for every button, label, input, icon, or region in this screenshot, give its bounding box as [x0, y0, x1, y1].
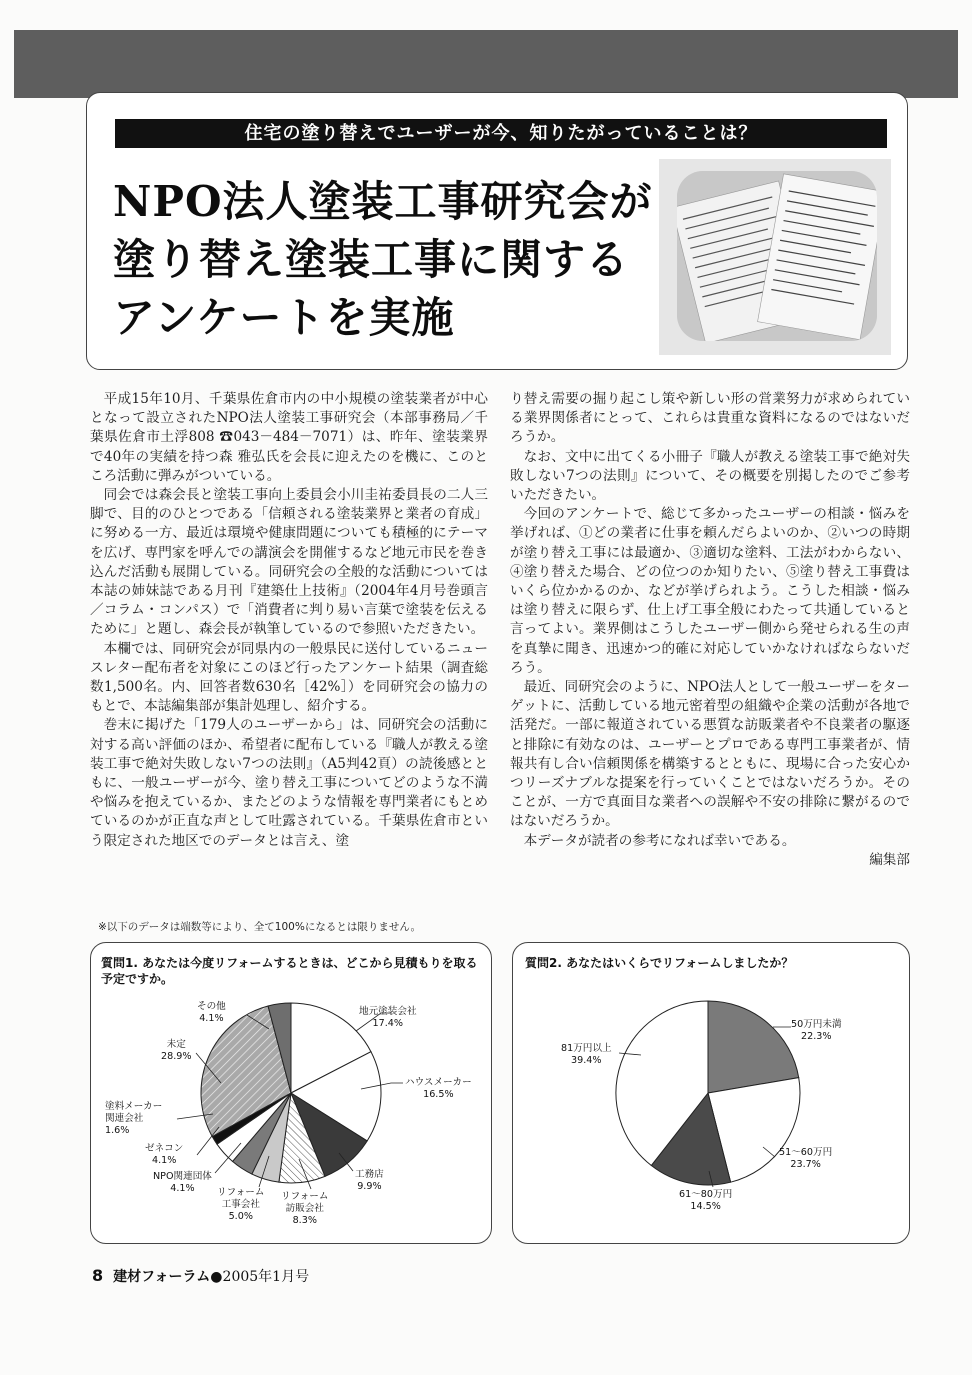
paragraph: 同会では森会長と塗装工事向上委員会小川圭祐委員長の二人三脚で、目的のひとつである「信頼される塗装業界と業者の育成」に努める一方、最近は環境や健康問題についても積極的にテーマを広げ、専門家を呼んでの講演会を開催するなど地元市民を巻き込んだ活動も展開している。同研究会の全般的な活動については本誌の姉妹誌である月刊『建築仕上技術』（2004年4月号巻頭言／コラム・コンパス）で「消費者に判り易い言葉で塗装を伝えるために」と題し、森会長が執筆しているので参照いただきたい。 [90, 487, 488, 638]
article-body-right [510, 390, 910, 870]
q2-label-61-80: 61〜80万円 14.5% [679, 1189, 733, 1212]
paragraph: 最近、同研究会のように、NPO法人として一般ユーザーをターゲットに、活動している地元密着型の組織や企業の活動が各地で活発だ。一部に報道されている悪質な訪販業者や不良業者の駆逐と排除に有効なのは、ユーザーとプロである専門工事業者が、情報共有し合い信頼関係を構築するとともに、現場に合った安心かつリーズナブルな提案を行っていくことではないだろうか。そのことが、一方で真面目な業者への誤解や不安の排除に繋がるのではないだろうか。 [510, 679, 910, 830]
paragraph: 本欄では、同研究会が同県内の一般県民に送付しているニュースレター配布者を対象にこのほど行ったアンケート結果（調査総数1,500名。内、回答者数630名［42%］）を同研究会の協力のもとで、本誌編集部が集計処理し、紹介する。 [90, 640, 488, 715]
chart-q2 [512, 942, 910, 1244]
chart-q1-title: 質問1. あなたは今度リフォームするときは、どこから見積もりを取る予定ですか。 [101, 956, 478, 986]
q1-label-npo: NPO関連団体 4.1% [153, 1171, 212, 1194]
header-box [86, 92, 908, 370]
q2-label-51-60: 51〜60万円 23.7% [779, 1147, 833, 1170]
paragraph: り替え需要の掘り起こし策や新しい形の営業努力が求められている業界関係者にとって、これらは貴重な資料になるのではないだろうか。 [510, 391, 910, 446]
signoff: 編集部 [869, 851, 910, 868]
q1-label-contractor: 工務店 9.9% [355, 1169, 384, 1192]
q1-label-undecided: 未定 28.9% [161, 1039, 192, 1062]
data-note: ※以下のデータは端数等により、全て100%になるとは限りません。 [98, 921, 421, 933]
chart-q1 [90, 942, 492, 1244]
paragraph: 平成15年10月、千葉県佐倉市内の中小規模の塗装業者が中心となって設立されたNPO法人塗装工事研究会（本部事務局／千葉県佐倉市土浮808 ☎043－484－7071）は、昨年、塗装業界で40年の実績を持つ森 雅弘氏を会長に迎えたのを機に、このところ活動に弾みがついている。 [90, 391, 488, 484]
paragraph: 巻末に掲げた「179人のユーザーから」は、同研究会の活動に対する高い評価のほか、希望者に配布している『職人が教える塗装工事で絶対失敗しない7つの法則』（A5判42頁）の読後感とともに、一般ユーザーが今、塗り替え工事についてどのような不満や悩みを抱えているか、またどのような情報を専門業者にもとめているのかが正直な声として吐露されている。千葉県佐倉市という限定された地区でのデータとは言え、塗 [90, 717, 488, 849]
chart-q2-title: 質問2. あなたはいくらでリフォームしましたか？ [525, 956, 794, 970]
issue-date: 2005年1月号 [222, 1269, 310, 1285]
q1-label-local-painter: 地元塗装会社 17.4% [359, 1006, 417, 1029]
q2-label-under-50: 50万円未満 22.3% [791, 1019, 842, 1042]
article-title-line-1: NPO法人塗装工事研究会が [113, 177, 653, 226]
article-title-line-3: アンケートを実施 [113, 293, 455, 342]
article-body-left [90, 390, 488, 851]
q1-label-door-to-door: リフォーム 訪販会社 8.3% [281, 1191, 329, 1226]
q2-label-81-over: 81万円以上 39.4% [561, 1043, 612, 1066]
paragraph: 本データが読者の参考になれば幸いである。 [523, 832, 796, 849]
article-title-line-2: 塗り替え塗装工事に関する [113, 235, 630, 284]
page-number: 8 [92, 1266, 104, 1285]
q1-label-paint-maker: 塗料メーカー 関連会社 1.6% [105, 1101, 163, 1136]
q1-label-house-maker: ハウスメーカー 16.5% [405, 1077, 472, 1100]
top-banner [14, 30, 958, 98]
q1-label-other: その他 4.1% [197, 1001, 226, 1024]
q1-label-reform-company: リフォーム 工事会社 5.0% [217, 1187, 265, 1222]
paragraph: なお、文中に出てくる小冊子『職人が教える塗装工事で絶対失敗しない7つの法則』について、その概要を別掲したのでご参考いただきたい。 [510, 448, 910, 504]
paragraph: 今回のアンケートで、総じて多かったユーザーの相談・悩みを挙げれば、①どの業者に仕事を頼んだらよいのか、②いつの時期が塗り替え工事には最適か、③適切な塗料、工法がわからない、④塗り替えた場合、どの位つのか知りたい、⑤塗り替え工事費はいくら位かかるのか、などが挙げられよう。こうした相談・悩みは塗り替えに限らず、仕上げ工事全般にわたって共通していると言ってよい。業界側はこうしたユーザー側から発せられる生の声を真摯に聞き、迅速かつ的確に対応していかなければならないだろう。 [510, 506, 910, 676]
magazine-name: 建材フォーラム● [113, 1269, 223, 1285]
pie-slice-1 [708, 1001, 799, 1093]
q1-label-general-contractor: ゼネコン 4.1% [145, 1143, 184, 1166]
questionnaire-photo [659, 159, 891, 355]
article-subtitle: 住宅の塗り替えでユーザーが今、知りたがっていることは？ [115, 119, 887, 148]
page-footer [92, 1266, 309, 1286]
